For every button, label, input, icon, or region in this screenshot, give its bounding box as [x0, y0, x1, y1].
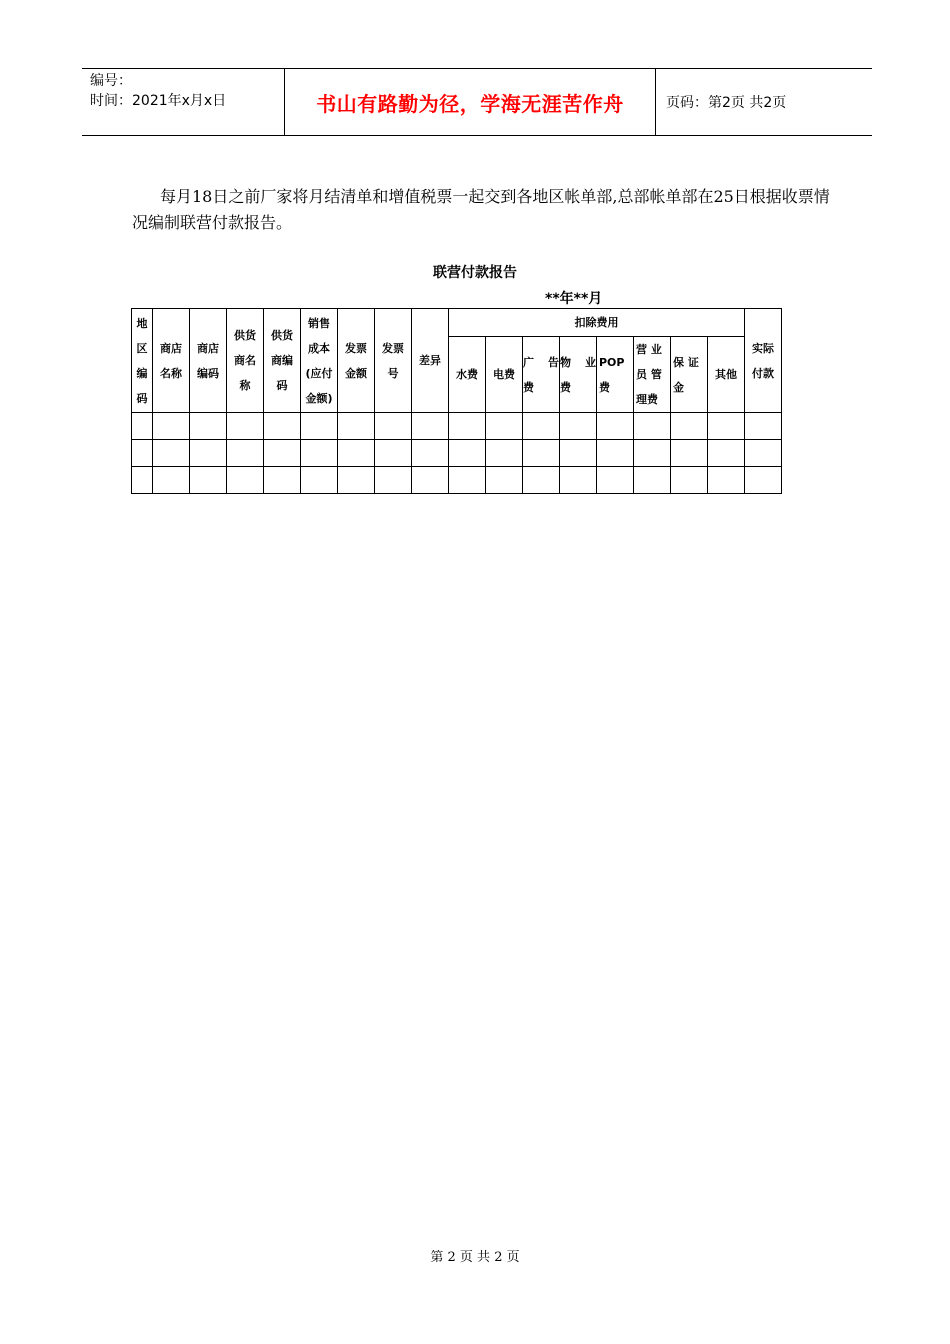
col-ad-fee: 广 告 费: [523, 337, 560, 413]
table-row: [132, 467, 782, 494]
table-header-row: [132, 309, 782, 337]
table-cell[interactable]: [264, 440, 301, 467]
table-cell[interactable]: [597, 440, 634, 467]
table-cell[interactable]: [375, 413, 412, 440]
col-sales-cost: 销售 成本 (应付 金额): [301, 309, 338, 413]
table-cell[interactable]: [449, 440, 486, 467]
table-cell[interactable]: [708, 440, 745, 467]
table-cell[interactable]: [671, 413, 708, 440]
table-cell[interactable]: [338, 413, 375, 440]
col-difference: 差异: [412, 309, 449, 413]
table-cell[interactable]: [264, 413, 301, 440]
table-cell[interactable]: [227, 440, 264, 467]
table-cell[interactable]: [523, 440, 560, 467]
col-property-fee: 物 业 费: [560, 337, 597, 413]
header-meta: [82, 69, 284, 135]
table-cell[interactable]: [338, 467, 375, 494]
col-electricity-fee: 电费: [486, 337, 523, 413]
table-cell[interactable]: [227, 413, 264, 440]
table-cell[interactable]: [153, 413, 190, 440]
table-cell[interactable]: [745, 440, 782, 467]
table-cell[interactable]: [412, 413, 449, 440]
header-page-label: 页码：第2页 共2页: [666, 95, 787, 111]
table-cell[interactable]: [708, 467, 745, 494]
col-invoice-amount: 发票 金额: [338, 309, 375, 413]
table-cell[interactable]: [671, 440, 708, 467]
table-cell[interactable]: [486, 413, 523, 440]
doc-number-label: 编号：: [90, 73, 132, 89]
table-cell[interactable]: [560, 413, 597, 440]
report-title: 联营付款报告: [433, 265, 517, 281]
col-region-code: 地 区 编 码: [132, 309, 153, 413]
header-motto: 书山有路勤为径，学海无涯苦作舟: [284, 69, 656, 135]
table-cell[interactable]: [671, 467, 708, 494]
payment-report-table: [131, 308, 782, 494]
page-footer: 第 2 页 共 2 页: [430, 1250, 520, 1265]
col-deposit: 保 证 金: [671, 337, 708, 413]
table-cell[interactable]: [560, 467, 597, 494]
table-cell[interactable]: [264, 467, 301, 494]
table-cell[interactable]: [523, 413, 560, 440]
intro-paragraph: [132, 184, 832, 236]
table-cell[interactable]: [132, 440, 153, 467]
table-cell[interactable]: [301, 467, 338, 494]
table-cell[interactable]: [634, 413, 671, 440]
table-cell[interactable]: [560, 440, 597, 467]
table-cell[interactable]: [412, 440, 449, 467]
table-cell[interactable]: [523, 467, 560, 494]
table-cell[interactable]: [190, 467, 227, 494]
col-other: 其他: [708, 337, 745, 413]
table-cell[interactable]: [486, 467, 523, 494]
table-cell[interactable]: [153, 440, 190, 467]
table-cell[interactable]: [132, 467, 153, 494]
table-cell[interactable]: [412, 467, 449, 494]
table-cell[interactable]: [227, 467, 264, 494]
table-cell[interactable]: [449, 413, 486, 440]
table-cell[interactable]: [486, 440, 523, 467]
table-cell[interactable]: [745, 467, 782, 494]
table-row: [132, 413, 782, 440]
table-cell[interactable]: [634, 467, 671, 494]
table-cell[interactable]: [597, 467, 634, 494]
col-deduction-group: 扣除费用: [449, 309, 745, 337]
table-cell[interactable]: [708, 413, 745, 440]
col-business-mgmt-fee: 营 业 员 管 理费: [634, 337, 671, 413]
table-cell[interactable]: [449, 467, 486, 494]
intro-paragraph-text: 每月18日之前厂家将月结清单和增值税票一起交到各地区帐单部,总部帐单部在25日根据收票情况编制联营付款报告。: [132, 187, 830, 232]
col-water-fee: 水费: [449, 337, 486, 413]
table-row: [132, 440, 782, 467]
table-cell[interactable]: [301, 440, 338, 467]
table-cell[interactable]: [190, 440, 227, 467]
table-cell[interactable]: [745, 413, 782, 440]
report-period: **年**月: [545, 291, 603, 307]
doc-time-label: 时间：2021年x月x日: [90, 93, 227, 109]
table-cell[interactable]: [597, 413, 634, 440]
col-store-name: 商店 名称: [153, 309, 190, 413]
page-header: [82, 68, 872, 136]
table-cell[interactable]: [190, 413, 227, 440]
col-store-code: 商店 编码: [190, 309, 227, 413]
table-cell[interactable]: [375, 467, 412, 494]
table-cell[interactable]: [132, 413, 153, 440]
col-supplier-name: 供货 商名 称: [227, 309, 264, 413]
table-body: [132, 413, 782, 494]
table-cell[interactable]: [375, 440, 412, 467]
table-cell[interactable]: [634, 440, 671, 467]
table-cell[interactable]: [301, 413, 338, 440]
col-actual-payment: 实际 付款: [745, 309, 782, 413]
table-cell[interactable]: [153, 467, 190, 494]
col-supplier-code: 供货 商编 码: [264, 309, 301, 413]
table-cell[interactable]: [338, 440, 375, 467]
col-pop-fee: POP 费: [597, 337, 634, 413]
col-invoice-no: 发票 号: [375, 309, 412, 413]
